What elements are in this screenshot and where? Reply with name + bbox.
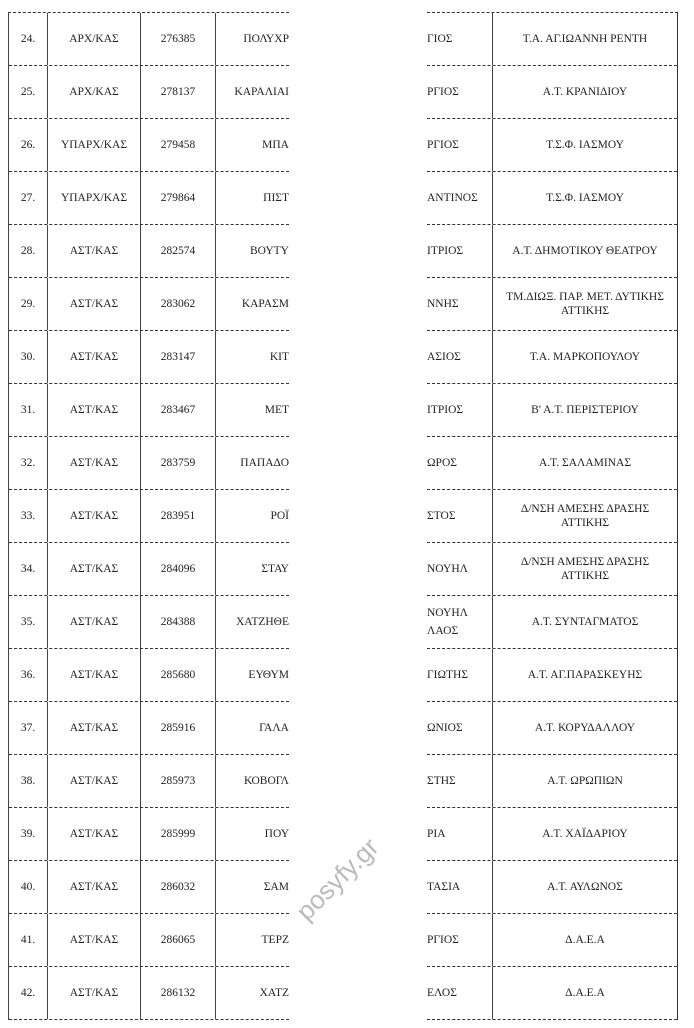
row-number: 42. — [9, 967, 48, 1019]
unit-cell: Τ.Α. ΜΑΡΚΟΠΟΥΛΟΥ — [529, 351, 641, 363]
row-number: 40. — [9, 861, 48, 913]
table-row — [427, 649, 677, 702]
table-row — [9, 437, 289, 490]
rank-cell: ΑΣΤ/ΚΑΣ — [48, 490, 141, 542]
table-row — [9, 755, 289, 808]
surname-cell: ΧΑΤΖ — [259, 987, 289, 999]
code-cell: 278137 — [141, 66, 216, 118]
table-row — [9, 596, 289, 649]
first-name-cell: ΙΤΡΙΟΣ — [427, 384, 493, 436]
first-name-cell: ΝΟΥΗΛ — [427, 543, 493, 595]
table-row — [9, 119, 289, 172]
table-row — [9, 861, 289, 914]
table-row — [427, 278, 677, 331]
table-row — [9, 13, 289, 66]
surname-cell: ΓΑΛΑ — [259, 722, 289, 734]
surname-cell: ΜΠΑ — [262, 139, 289, 151]
rank-cell: ΑΣΤ/ΚΑΣ — [48, 225, 141, 277]
surname-cell: ΡΟΪ — [270, 510, 289, 522]
rank-cell: ΑΣΤ/ΚΑΣ — [48, 543, 141, 595]
unit-cell: Α.Τ. ΑΥΛΩΝΟΣ — [547, 881, 623, 893]
surname-cell: ΠΙΣΤ — [263, 192, 289, 204]
code-cell: 283951 — [141, 490, 216, 542]
table-row — [427, 543, 677, 596]
surname-cell: ΣΑΜ — [263, 881, 289, 893]
row-number: 39. — [9, 808, 48, 860]
table-row — [9, 702, 289, 755]
code-cell: 285973 — [141, 755, 216, 807]
surname-cell: ΚΙΤ — [269, 351, 289, 363]
row-number: 26. — [9, 119, 48, 171]
rank-cell: ΑΡΧ/ΚΑΣ — [48, 13, 141, 65]
table-row — [9, 914, 289, 967]
first-name-cell: ΡΓΙΟΣ — [427, 66, 493, 118]
unit-cell: Δ.Α.Ε.Α — [565, 934, 605, 946]
surname-cell: ΠΟΛΥΧΡ — [243, 33, 289, 45]
row-number: 32. — [9, 437, 48, 489]
first-name-cell: ΩΝΙΟΣ — [427, 702, 493, 754]
row-number: 27. — [9, 172, 48, 224]
rank-cell: ΑΣΤ/ΚΑΣ — [48, 649, 141, 701]
first-name-cell: ΡΙΑ — [427, 808, 493, 860]
surname-cell: ΚΟΒΟΓΛ — [243, 775, 289, 787]
first-name-cell: ΑΝΤΙΝΟΣ — [427, 172, 493, 224]
code-cell: 284096 — [141, 543, 216, 595]
surname-cell: ΕΥΘΥΜ — [248, 669, 289, 681]
table-row — [427, 490, 677, 543]
code-cell: 283467 — [141, 384, 216, 436]
rank-cell: ΑΣΤ/ΚΑΣ — [48, 808, 141, 860]
table-row — [9, 278, 289, 331]
table-row — [9, 490, 289, 543]
row-number: 33. — [9, 490, 48, 542]
table-row — [9, 331, 289, 384]
table-row — [427, 172, 677, 225]
unit-cell: Α.Τ. ΧΑΪΔΑΡΙΟΥ — [542, 828, 628, 840]
row-number: 25. — [9, 66, 48, 118]
code-cell: 279864 — [141, 172, 216, 224]
row-number: 41. — [9, 914, 48, 966]
unit-cell: Α.Τ. ΔΗΜΟΤΙΚΟΥ ΘΕΑΤΡΟΥ — [512, 245, 658, 257]
unit-cell: Δ/ΝΣΗ ΑΜΕΣΗΣ ΔΡΑΣΗΣ ΑΤΤΙΚΗΣ — [520, 556, 650, 582]
unit-cell: Α.Τ. ΣΑΛΑΜΙΝΑΣ — [538, 457, 632, 469]
first-name-cell: ΕΛΟΣ — [427, 967, 493, 1019]
table-row — [9, 172, 289, 225]
first-name-cell: ΓΙΩΤΗΣ — [427, 649, 493, 701]
code-cell: 285916 — [141, 702, 216, 754]
first-name-cell: ΝΟΥΗΛ ΛΑΟΣ — [427, 596, 493, 648]
rank-cell: ΑΣΤ/ΚΑΣ — [48, 861, 141, 913]
table-row — [427, 755, 677, 808]
row-number: 34. — [9, 543, 48, 595]
table-row — [427, 808, 677, 861]
first-name-cell: ΡΓΙΟΣ — [427, 914, 493, 966]
first-name-cell: ΝΝΗΣ — [427, 278, 493, 330]
rank-cell: ΥΠΑΡΧ/ΚΑΣ — [48, 172, 141, 224]
code-cell: 279458 — [141, 119, 216, 171]
table-row — [427, 437, 677, 490]
surname-cell: ΠΟΥ — [264, 828, 289, 840]
code-cell: 285999 — [141, 808, 216, 860]
surname-cell: ΒΟΥΤΥ — [249, 245, 289, 257]
table-row — [427, 861, 677, 914]
table-row — [427, 119, 677, 172]
code-cell: 285680 — [141, 649, 216, 701]
row-number: 38. — [9, 755, 48, 807]
first-name-cell: ΓΙΟΣ — [427, 13, 493, 65]
row-number: 31. — [9, 384, 48, 436]
table-row — [427, 967, 677, 1020]
rank-cell: ΑΣΤ/ΚΑΣ — [48, 755, 141, 807]
table-row — [427, 331, 677, 384]
first-name-cell: ΣΤΟΣ — [427, 490, 493, 542]
unit-cell: Α.Τ. ΚΡΑΝΙΔΙΟΥ — [542, 86, 628, 98]
code-cell: 276385 — [141, 13, 216, 65]
unit-cell: Α.Τ. ΚΟΡΥΔΑΛΛΟΥ — [534, 722, 636, 734]
table-row — [427, 66, 677, 119]
row-number: 30. — [9, 331, 48, 383]
first-name-cell: ΑΣΙΟΣ — [427, 331, 493, 383]
surname-cell: ΚΑΡΑΛΙΑΙ — [234, 86, 289, 98]
unit-cell: Δ.Α.Ε.Α — [565, 987, 605, 999]
unit-cell: Α.Τ. ΑΓ.ΠΑΡΑΣΚΕΥΗΣ — [527, 669, 643, 681]
row-number: 28. — [9, 225, 48, 277]
rank-cell: ΑΣΤ/ΚΑΣ — [48, 967, 141, 1019]
first-name-cell: ΙΤΡΙΟΣ — [427, 225, 493, 277]
surname-cell: ΚΑΡΑΣΜ — [241, 298, 289, 310]
table-left-fragment — [8, 12, 289, 1020]
code-cell: 283147 — [141, 331, 216, 383]
first-name-cell: ΤΑΣΙΑ — [427, 861, 493, 913]
surname-cell: ΤΕΡΖ — [261, 934, 289, 946]
code-cell: 286132 — [141, 967, 216, 1019]
table-row — [9, 808, 289, 861]
unit-cell: Α.Τ. ΣΥΝΤΑΓΜΑΤΟΣ — [531, 616, 639, 628]
rank-cell: ΥΠΑΡΧ/ΚΑΣ — [48, 119, 141, 171]
surname-cell: ΣΤΑΥ — [261, 563, 289, 575]
unit-cell: Δ/ΝΣΗ ΑΜΕΣΗΣ ΔΡΑΣΗΣ ΑΤΤΙΚΗΣ — [520, 503, 650, 529]
table-right-fragment — [427, 12, 678, 1020]
unit-cell: Α.Τ. ΩΡΩΠΙΩΝ — [547, 775, 623, 787]
code-cell: 284388 — [141, 596, 216, 648]
rank-cell: ΑΣΤ/ΚΑΣ — [48, 702, 141, 754]
table-row — [427, 225, 677, 278]
code-cell: 286032 — [141, 861, 216, 913]
table-row — [9, 66, 289, 119]
table-row — [9, 649, 289, 702]
row-number: 37. — [9, 702, 48, 754]
row-number: 36. — [9, 649, 48, 701]
code-cell: 286065 — [141, 914, 216, 966]
code-cell: 283759 — [141, 437, 216, 489]
table-row — [427, 13, 677, 66]
first-name-cell: ΩΡΟΣ — [427, 437, 493, 489]
rank-cell: ΑΣΤ/ΚΑΣ — [48, 331, 141, 383]
surname-cell: ΜΕΤ — [264, 404, 289, 416]
unit-cell: Τ.Σ.Φ. ΙΑΣΜΟΥ — [546, 192, 624, 204]
table-row — [427, 914, 677, 967]
unit-cell: Τ.Α. ΑΓ.ΙΩΑΝΝΗ ΡΕΝΤΗ — [522, 33, 648, 45]
row-number: 24. — [9, 13, 48, 65]
table-row — [9, 225, 289, 278]
rank-cell: ΑΡΧ/ΚΑΣ — [48, 66, 141, 118]
unit-cell: Β' Α.Τ. ΠΕΡΙΣΤΕΡΙΟΥ — [531, 404, 639, 416]
code-cell: 282574 — [141, 225, 216, 277]
code-cell: 283062 — [141, 278, 216, 330]
table-row — [9, 967, 289, 1020]
surname-cell: ΠΑΠΑΔΟ — [240, 457, 289, 469]
row-number: 29. — [9, 278, 48, 330]
watermark: posyfy.gr — [290, 831, 385, 927]
surname-cell: ΧΑΤΖΗΘΕ — [235, 616, 289, 628]
rank-cell: ΑΣΤ/ΚΑΣ — [48, 914, 141, 966]
table-row — [427, 702, 677, 755]
table-row — [427, 384, 677, 437]
table-row — [9, 384, 289, 437]
table-row — [9, 543, 289, 596]
unit-cell: ΤΜ.ΔΙΩΞ. ΠΑΡ. ΜΕΤ. ΔΥΤΙΚΗΣ ΑΤΤΙΚΗΣ — [506, 291, 664, 317]
table-row — [427, 596, 677, 649]
first-name-cell: ΡΓΙΟΣ — [427, 119, 493, 171]
rank-cell: ΑΣΤ/ΚΑΣ — [48, 278, 141, 330]
rank-cell: ΑΣΤ/ΚΑΣ — [48, 384, 141, 436]
first-name-cell: ΣΤΗΣ — [427, 755, 493, 807]
rank-cell: ΑΣΤ/ΚΑΣ — [48, 596, 141, 648]
rank-cell: ΑΣΤ/ΚΑΣ — [48, 437, 141, 489]
unit-cell: Τ.Σ.Φ. ΙΑΣΜΟΥ — [546, 139, 624, 151]
row-number: 35. — [9, 596, 48, 648]
